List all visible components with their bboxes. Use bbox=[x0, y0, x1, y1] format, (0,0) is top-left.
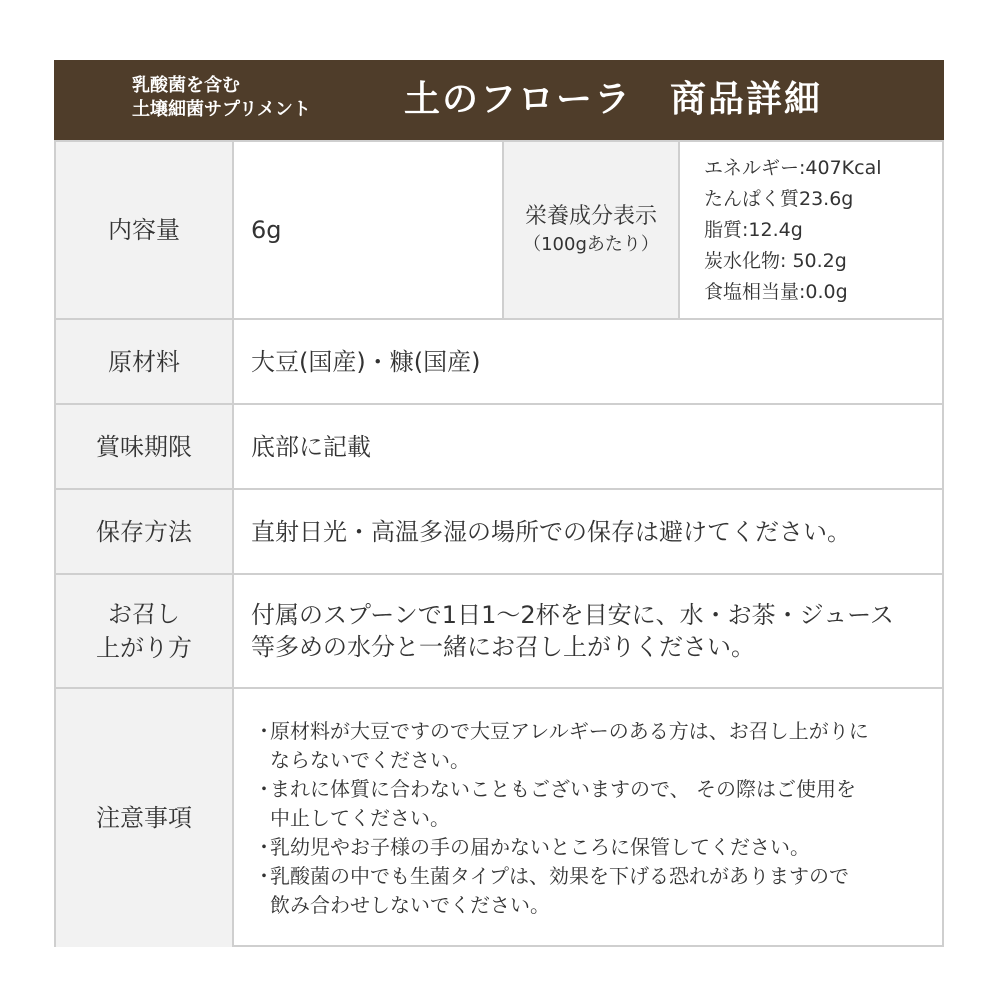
row-expiry bbox=[56, 403, 942, 488]
row-usage bbox=[56, 573, 942, 687]
caution-text-combination: 乳酸菌の中でも生菌タイプは、効果を下げる恐れがありますので 飲み合わせしないでください。 bbox=[270, 863, 849, 917]
row-content bbox=[56, 140, 942, 318]
label-cautions: 注意事項 bbox=[56, 689, 234, 947]
label-expiry: 賞味期限 bbox=[56, 405, 234, 488]
caution-text-allergy: 原材料が大豆ですので大豆アレルギーのある方は、お召し上がりに ならないでください。 bbox=[270, 718, 869, 772]
caution-item bbox=[254, 775, 932, 833]
label-ingredients: 原材料 bbox=[56, 320, 234, 403]
caution-item bbox=[254, 717, 932, 775]
value-storage: 直射日光・高温多湿の場所での保存は避けてください。 bbox=[251, 517, 851, 546]
row-ingredients bbox=[56, 318, 942, 403]
label-usage bbox=[56, 575, 234, 687]
value-usage bbox=[251, 575, 932, 687]
label-usage-line2: 上がり方 bbox=[96, 634, 192, 662]
nutrition-title: 栄養成分表示 bbox=[524, 204, 657, 229]
bullet: ・ bbox=[254, 834, 274, 859]
cautions-list bbox=[254, 689, 932, 947]
page-title: 土のフローラ 商品詳細 bbox=[404, 79, 823, 120]
row-cautions bbox=[56, 687, 942, 947]
value-content: 6g bbox=[251, 216, 282, 244]
nutrition-energy: エネルギー:407Kcal bbox=[704, 156, 882, 179]
header-subtitle bbox=[132, 74, 311, 122]
bullet: ・ bbox=[254, 776, 274, 801]
usage-line2: 等多めの水分と一緒にお召し上がりください。 bbox=[251, 633, 755, 661]
bullet: ・ bbox=[254, 863, 274, 888]
nutrition-fat: 脂質:12.4g bbox=[704, 218, 803, 241]
label-usage-line1: お召し bbox=[108, 600, 180, 628]
bullet: ・ bbox=[254, 718, 274, 743]
nutrition-per-100g: （100gあたり） bbox=[523, 234, 659, 255]
label-content: 内容量 bbox=[56, 142, 234, 318]
nutrition-protein: たんぱく質23.6g bbox=[704, 187, 854, 210]
usage-line1: 付属のスプーンで1日1〜2杯を目安に、水・お茶・ジュース bbox=[251, 601, 894, 629]
product-details-table bbox=[54, 140, 944, 947]
label-nutrition bbox=[502, 142, 680, 318]
label-storage: 保存方法 bbox=[56, 490, 234, 573]
caution-text-constitution: まれに体質に合わないこともございますので、 その際はご使用を 中止してください。 bbox=[270, 776, 856, 830]
header-subtitle-line1: 乳酸菌を含む bbox=[132, 75, 240, 96]
nutrition-salt: 食塩相当量:0.0g bbox=[704, 280, 848, 303]
caution-item bbox=[254, 833, 932, 862]
nutrition-carbs: 炭水化物: 50.2g bbox=[704, 249, 847, 272]
nutrition-values bbox=[704, 142, 882, 318]
header-subtitle-line2: 土壌細菌サプリメント bbox=[132, 99, 311, 120]
header-banner bbox=[54, 60, 944, 140]
caution-text-storage: 乳幼児やお子様の手の届かないところに保管してください。 bbox=[270, 834, 810, 859]
value-ingredients: 大豆(国産)・糠(国産) bbox=[251, 347, 481, 376]
row-storage bbox=[56, 488, 942, 573]
caution-item bbox=[254, 862, 932, 920]
value-expiry: 底部に記載 bbox=[251, 432, 371, 461]
